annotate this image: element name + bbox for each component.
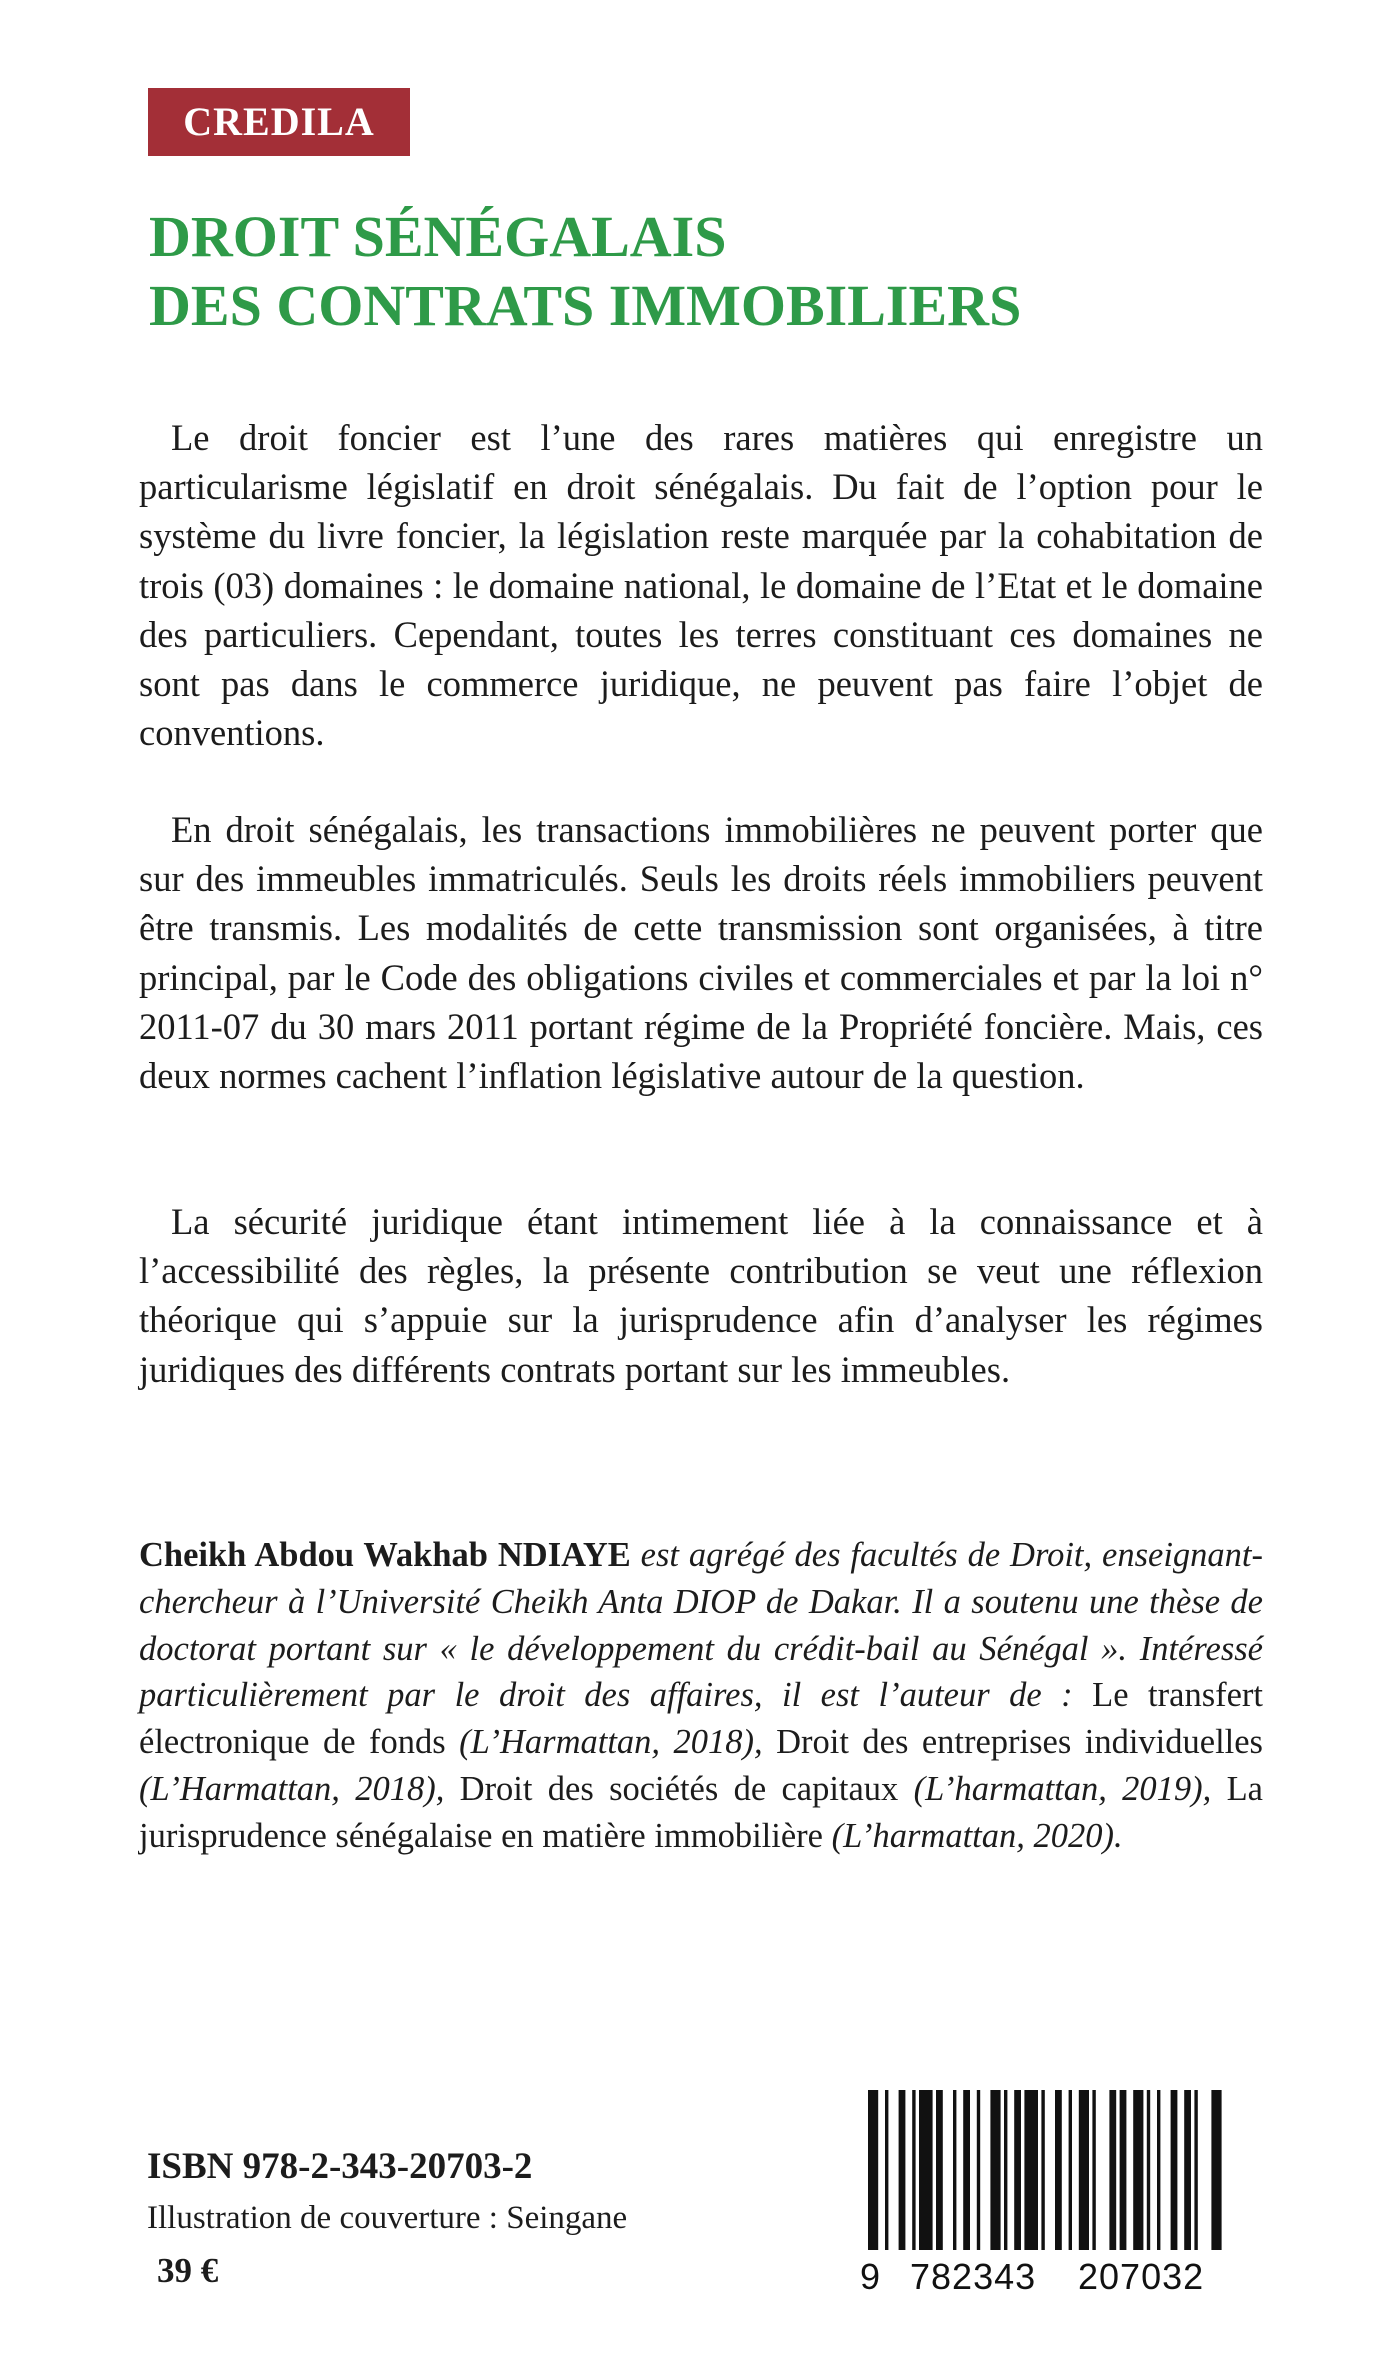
barcode-group-1: 782343	[910, 2256, 1037, 2297]
barcode-lead-digit: 9	[860, 2256, 882, 2297]
barcode-bar	[1024, 2090, 1038, 2250]
series-badge: CREDILA	[148, 88, 410, 156]
barcode-bar	[977, 2090, 980, 2250]
barcode-bars	[856, 2090, 1234, 2260]
barcode-bar	[1120, 2090, 1127, 2250]
book-3-title: Droit des sociétés de capitaux	[459, 1769, 899, 1808]
barcode-bar	[1092, 2090, 1095, 2250]
summary-paragraph-3: La sécurité juridique étant intimement liée à la connaissance et à l’accessibilité des règles, la présente contribution se veut une réflexion théorique qui s’appuie sur la jurisprudence afin d’analyser les régimes juridiques des différents contrats portant sur les immeubles.	[139, 1201, 1263, 1390]
barcode	[856, 2090, 1234, 2310]
barcode-bar	[1041, 2090, 1044, 2250]
barcode-bar	[1079, 2090, 1089, 2250]
book-title-line-1: DROIT SÉNÉGALAIS	[149, 204, 727, 269]
barcode-bar	[1014, 2090, 1021, 2250]
barcode-bar	[1004, 2090, 1007, 2250]
barcode-bar	[963, 2090, 970, 2250]
author-name: Cheikh Abdou Wakhab NDIAYE	[139, 1536, 631, 1574]
barcode-bar	[953, 2090, 956, 2250]
isbn: ISBN 978-2-343-20703-2	[147, 2146, 533, 2187]
book-title-line-2: DES CONTRATS IMMOBILIERS	[149, 273, 1022, 338]
illustration-credit: Illustration de couverture : Seingane	[147, 2200, 628, 2236]
price: 39 €	[157, 2251, 219, 2290]
barcode-bar	[1069, 2090, 1072, 2250]
book-2-publisher: (L’Harmattan, 2018),	[139, 1769, 460, 1808]
summary-paragraph-1: Le droit foncier est l’une des rares matières qui enregistre un particularisme législatif en droit sénégalais. Du fait de l’option pour le système du livre foncier, la législation reste marquée par la cohabitation de trois (03) domaines : le domaine national, le domaine de l’Etat et le domaine des particuliers. Cependant, toutes les terres constituant ces domaines ne sont pas dans le commerce juridique, ne peuvent pas faire l’objet de conventions.	[139, 417, 1263, 754]
book-4-title: La jurisprudence sénégalaise en matière immobilière	[139, 1769, 1263, 1855]
barcode-bar	[1147, 2090, 1150, 2250]
barcode-bar	[1157, 2090, 1160, 2250]
barcode-bar	[936, 2090, 943, 2250]
book-title	[149, 202, 1021, 340]
book-2-title: Droit des entreprises individuelles	[776, 1723, 1263, 1762]
barcode-bar	[919, 2090, 933, 2250]
barcode-bar	[912, 2090, 915, 2250]
barcode-bar	[1211, 2090, 1221, 2250]
barcode-bar	[990, 2090, 1000, 2250]
author-bio	[139, 1532, 1263, 1860]
barcode-bar	[1184, 2090, 1191, 2250]
book-1-title: Le transfert électronique de fonds	[139, 1676, 1263, 1762]
barcode-bar	[885, 2090, 888, 2250]
barcode-bar	[1133, 2090, 1143, 2250]
book-1-publisher: (L’Harmattan, 2018),	[445, 1723, 777, 1762]
barcode-bar	[1194, 2090, 1197, 2250]
barcode-bar	[868, 2090, 878, 2250]
barcode-bar	[1109, 2090, 1116, 2250]
barcode-bar	[1171, 2090, 1178, 2250]
book-3-publisher: (L’harmattan, 2019),	[898, 1769, 1227, 1808]
book-4-publisher: (L’harmattan, 2020).	[822, 1816, 1123, 1855]
bio-intro: est agrégé des facultés de Droit, enseignant-chercheur à l’Université Cheikh Anta DIOP de Dakar. Il a soutenu une thèse de doctorat portant sur « le développement du crédit-bail au Sénégal ». Intéressé particulièrement par le droit des affaires, il est l’auteur de :	[139, 1536, 1263, 1715]
summary-paragraph-2: En droit sénégalais, les transactions immobilières ne peuvent porter que sur des immeubles immatriculés. Seuls les droits réels immobiliers peuvent être transmis. Les modalités de cette transmission sont organisées, à titre principal, par le Code des obligations civiles et commerciales et par la loi n° 2011-07 du 30 mars 2011 portant régime de la Propriété foncière. Mais, ces deux normes cachent l’inflation législative autour de la question.	[139, 809, 1263, 1097]
barcode-group-2: 207032	[1078, 2256, 1205, 2297]
barcode-bar	[1055, 2090, 1062, 2250]
barcode-bar	[899, 2090, 906, 2250]
